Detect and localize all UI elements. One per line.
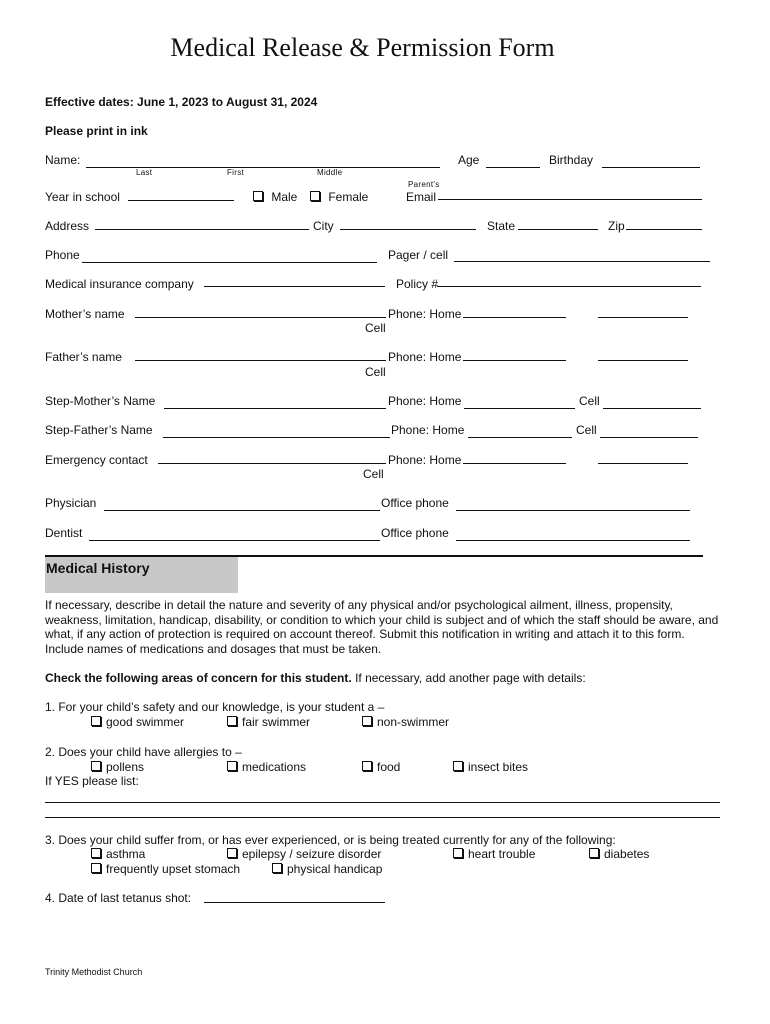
q2-option-pollens[interactable]: pollens	[91, 760, 144, 774]
city-label: City	[313, 219, 334, 233]
tetanus-date-line[interactable]	[204, 901, 385, 903]
mother-label: Mother’s name	[45, 307, 125, 321]
q2-option-medications[interactable]: medications	[227, 760, 306, 774]
stepmother-cell-line[interactable]	[603, 407, 701, 409]
checkbox-icon	[227, 761, 237, 771]
father-line[interactable]	[135, 359, 386, 361]
email-line[interactable]	[438, 198, 702, 200]
checkbox-icon	[272, 863, 282, 873]
checkbox-icon	[310, 191, 320, 201]
insurance-line[interactable]	[204, 285, 385, 287]
if-yes-label: If YES please list:	[45, 774, 139, 788]
father-cell-line[interactable]	[598, 359, 688, 361]
parents-sublabel: Parent's	[408, 180, 440, 189]
phone-label: Phone	[45, 248, 80, 262]
policy-line[interactable]	[437, 285, 701, 287]
checkbox-icon	[362, 761, 372, 771]
first-sublabel: First	[227, 168, 245, 177]
physician-office-label: Office phone	[381, 496, 449, 510]
year-line[interactable]	[128, 199, 234, 201]
address-line[interactable]	[95, 228, 309, 230]
mother-cell-line[interactable]	[598, 316, 688, 318]
q3-option-diabetes[interactable]: diabetes	[589, 847, 649, 861]
physician-label: Physician	[45, 496, 97, 510]
mother-phone-line[interactable]	[463, 316, 566, 318]
checkbox-icon	[91, 761, 101, 771]
form-title: Medical Release & Permission Form	[170, 33, 555, 62]
mother-line[interactable]	[135, 316, 386, 318]
stepmother-phone-line[interactable]	[464, 407, 575, 409]
checkbox-icon	[91, 716, 101, 726]
dentist-office-label: Office phone	[381, 526, 449, 540]
stepmother-phone-label: Phone: Home	[388, 394, 462, 408]
allergy-list-line-2[interactable]	[45, 816, 720, 818]
father-phone-line[interactable]	[463, 359, 566, 361]
checkbox-icon	[453, 848, 463, 858]
q1-option-non-swimmer[interactable]: non-swimmer	[362, 715, 449, 729]
father-phone-label: Phone: Home	[388, 350, 462, 364]
insurance-label: Medical insurance company	[45, 277, 194, 291]
stepmother-line[interactable]	[164, 407, 386, 409]
physician-office-line[interactable]	[456, 509, 690, 511]
state-label: State	[487, 219, 516, 233]
q1-text: 1. For your child’s safety and our knowledge, is your student a –	[45, 700, 385, 714]
age-label: Age	[458, 153, 480, 167]
emergency-phone-label: Phone: Home	[388, 453, 462, 467]
checkbox-icon	[91, 848, 101, 858]
emergency-line[interactable]	[158, 462, 386, 464]
stepfather-cell-label: Cell	[576, 423, 597, 437]
q2-text: 2. Does your child have allergies to –	[45, 745, 242, 759]
emergency-cell-line[interactable]	[598, 462, 688, 464]
effective-dates: Effective dates: June 1, 2023 to August 31, 2024	[45, 95, 318, 109]
last-sublabel: Last	[136, 168, 153, 177]
stepfather-phone-line[interactable]	[468, 436, 572, 438]
q1-option-fair-swimmer[interactable]: fair swimmer	[227, 715, 310, 729]
allergy-list-line-1[interactable]	[45, 801, 720, 803]
age-line[interactable]	[486, 166, 540, 168]
checkbox-icon	[253, 191, 263, 201]
city-line[interactable]	[340, 228, 476, 230]
checkbox-icon	[227, 716, 237, 726]
q4-text: 4. Date of last tetanus shot:	[45, 891, 192, 905]
checkbox-icon	[589, 848, 599, 858]
stepfather-phone-label: Phone: Home	[391, 423, 465, 437]
q3-option-physical-handicap[interactable]: physical handicap	[272, 862, 382, 876]
mother-phone-label: Phone: Home	[388, 307, 462, 321]
birthday-label: Birthday	[549, 153, 594, 167]
medical-history-header: Medical History	[45, 557, 238, 593]
stepfather-label: Step-Father’s Name	[45, 423, 153, 437]
zip-line[interactable]	[626, 228, 702, 230]
name-label: Name:	[45, 153, 81, 167]
checkbox-icon	[227, 848, 237, 858]
history-paragraph: If necessary, describe in detail the nature and severity of any physical and/or psychological ailment, illness, propensity, weakness, limitation, handicap, disability, or condition to which your child is subject and of which the staff should be aware, and what, if any action of protection is required on account thereof. Submit this notification in writing and attach it to this form. Include names of medications and dosages that must be taken.	[45, 598, 719, 656]
print-instruction: Please print in ink	[45, 124, 148, 138]
q3-option-asthma[interactable]: asthma	[91, 847, 145, 861]
dentist-line[interactable]	[89, 539, 380, 541]
checkbox-icon	[453, 761, 463, 771]
zip-label: Zip	[608, 219, 625, 233]
email-label: Email	[406, 190, 437, 204]
father-cell-label: Cell	[365, 365, 386, 379]
female-option[interactable]: Female	[310, 190, 368, 204]
checkbox-icon	[362, 716, 372, 726]
mother-cell-label: Cell	[365, 321, 386, 335]
pager-label: Pager / cell	[388, 248, 449, 262]
dentist-office-line[interactable]	[456, 539, 690, 541]
emergency-cell-label: Cell	[363, 467, 384, 481]
phone-line[interactable]	[82, 261, 377, 263]
stepmother-cell-label: Cell	[579, 394, 600, 408]
address-label: Address	[45, 219, 90, 233]
check-instruction: Check the following areas of concern for this student. If necessary, add another page with details:	[45, 671, 586, 685]
physician-line[interactable]	[104, 509, 380, 511]
stepfather-cell-line[interactable]	[600, 436, 698, 438]
checkbox-icon	[91, 863, 101, 873]
footer-church: Trinity Methodist Church	[45, 967, 143, 977]
stepfather-line[interactable]	[163, 436, 390, 438]
policy-label: Policy #	[396, 277, 439, 291]
emergency-label: Emergency contact	[45, 453, 148, 467]
middle-sublabel: Middle	[317, 168, 343, 177]
year-label: Year in school	[45, 190, 120, 204]
state-line[interactable]	[518, 228, 598, 230]
q3-text: 3. Does your child suffer from, or has ever experienced, or is being treated currently for any of the following:	[45, 833, 616, 847]
birthday-line[interactable]	[602, 166, 700, 168]
q2-option-food[interactable]: food	[362, 760, 400, 774]
q3-option-epilepsy[interactable]: epilepsy / seizure disorder	[227, 847, 381, 861]
q2-option-insect-bites[interactable]: insect bites	[453, 760, 528, 774]
q3-option-upset-stomach[interactable]: frequently upset stomach	[91, 862, 240, 876]
male-option[interactable]: Male	[253, 190, 297, 204]
q3-option-heart-trouble[interactable]: heart trouble	[453, 847, 535, 861]
emergency-phone-line[interactable]	[463, 462, 566, 464]
stepmother-label: Step-Mother’s Name	[45, 394, 156, 408]
pager-line[interactable]	[454, 260, 710, 262]
father-label: Father’s name	[45, 350, 122, 364]
q1-option-good-swimmer[interactable]: good swimmer	[91, 715, 184, 729]
dentist-label: Dentist	[45, 526, 83, 540]
